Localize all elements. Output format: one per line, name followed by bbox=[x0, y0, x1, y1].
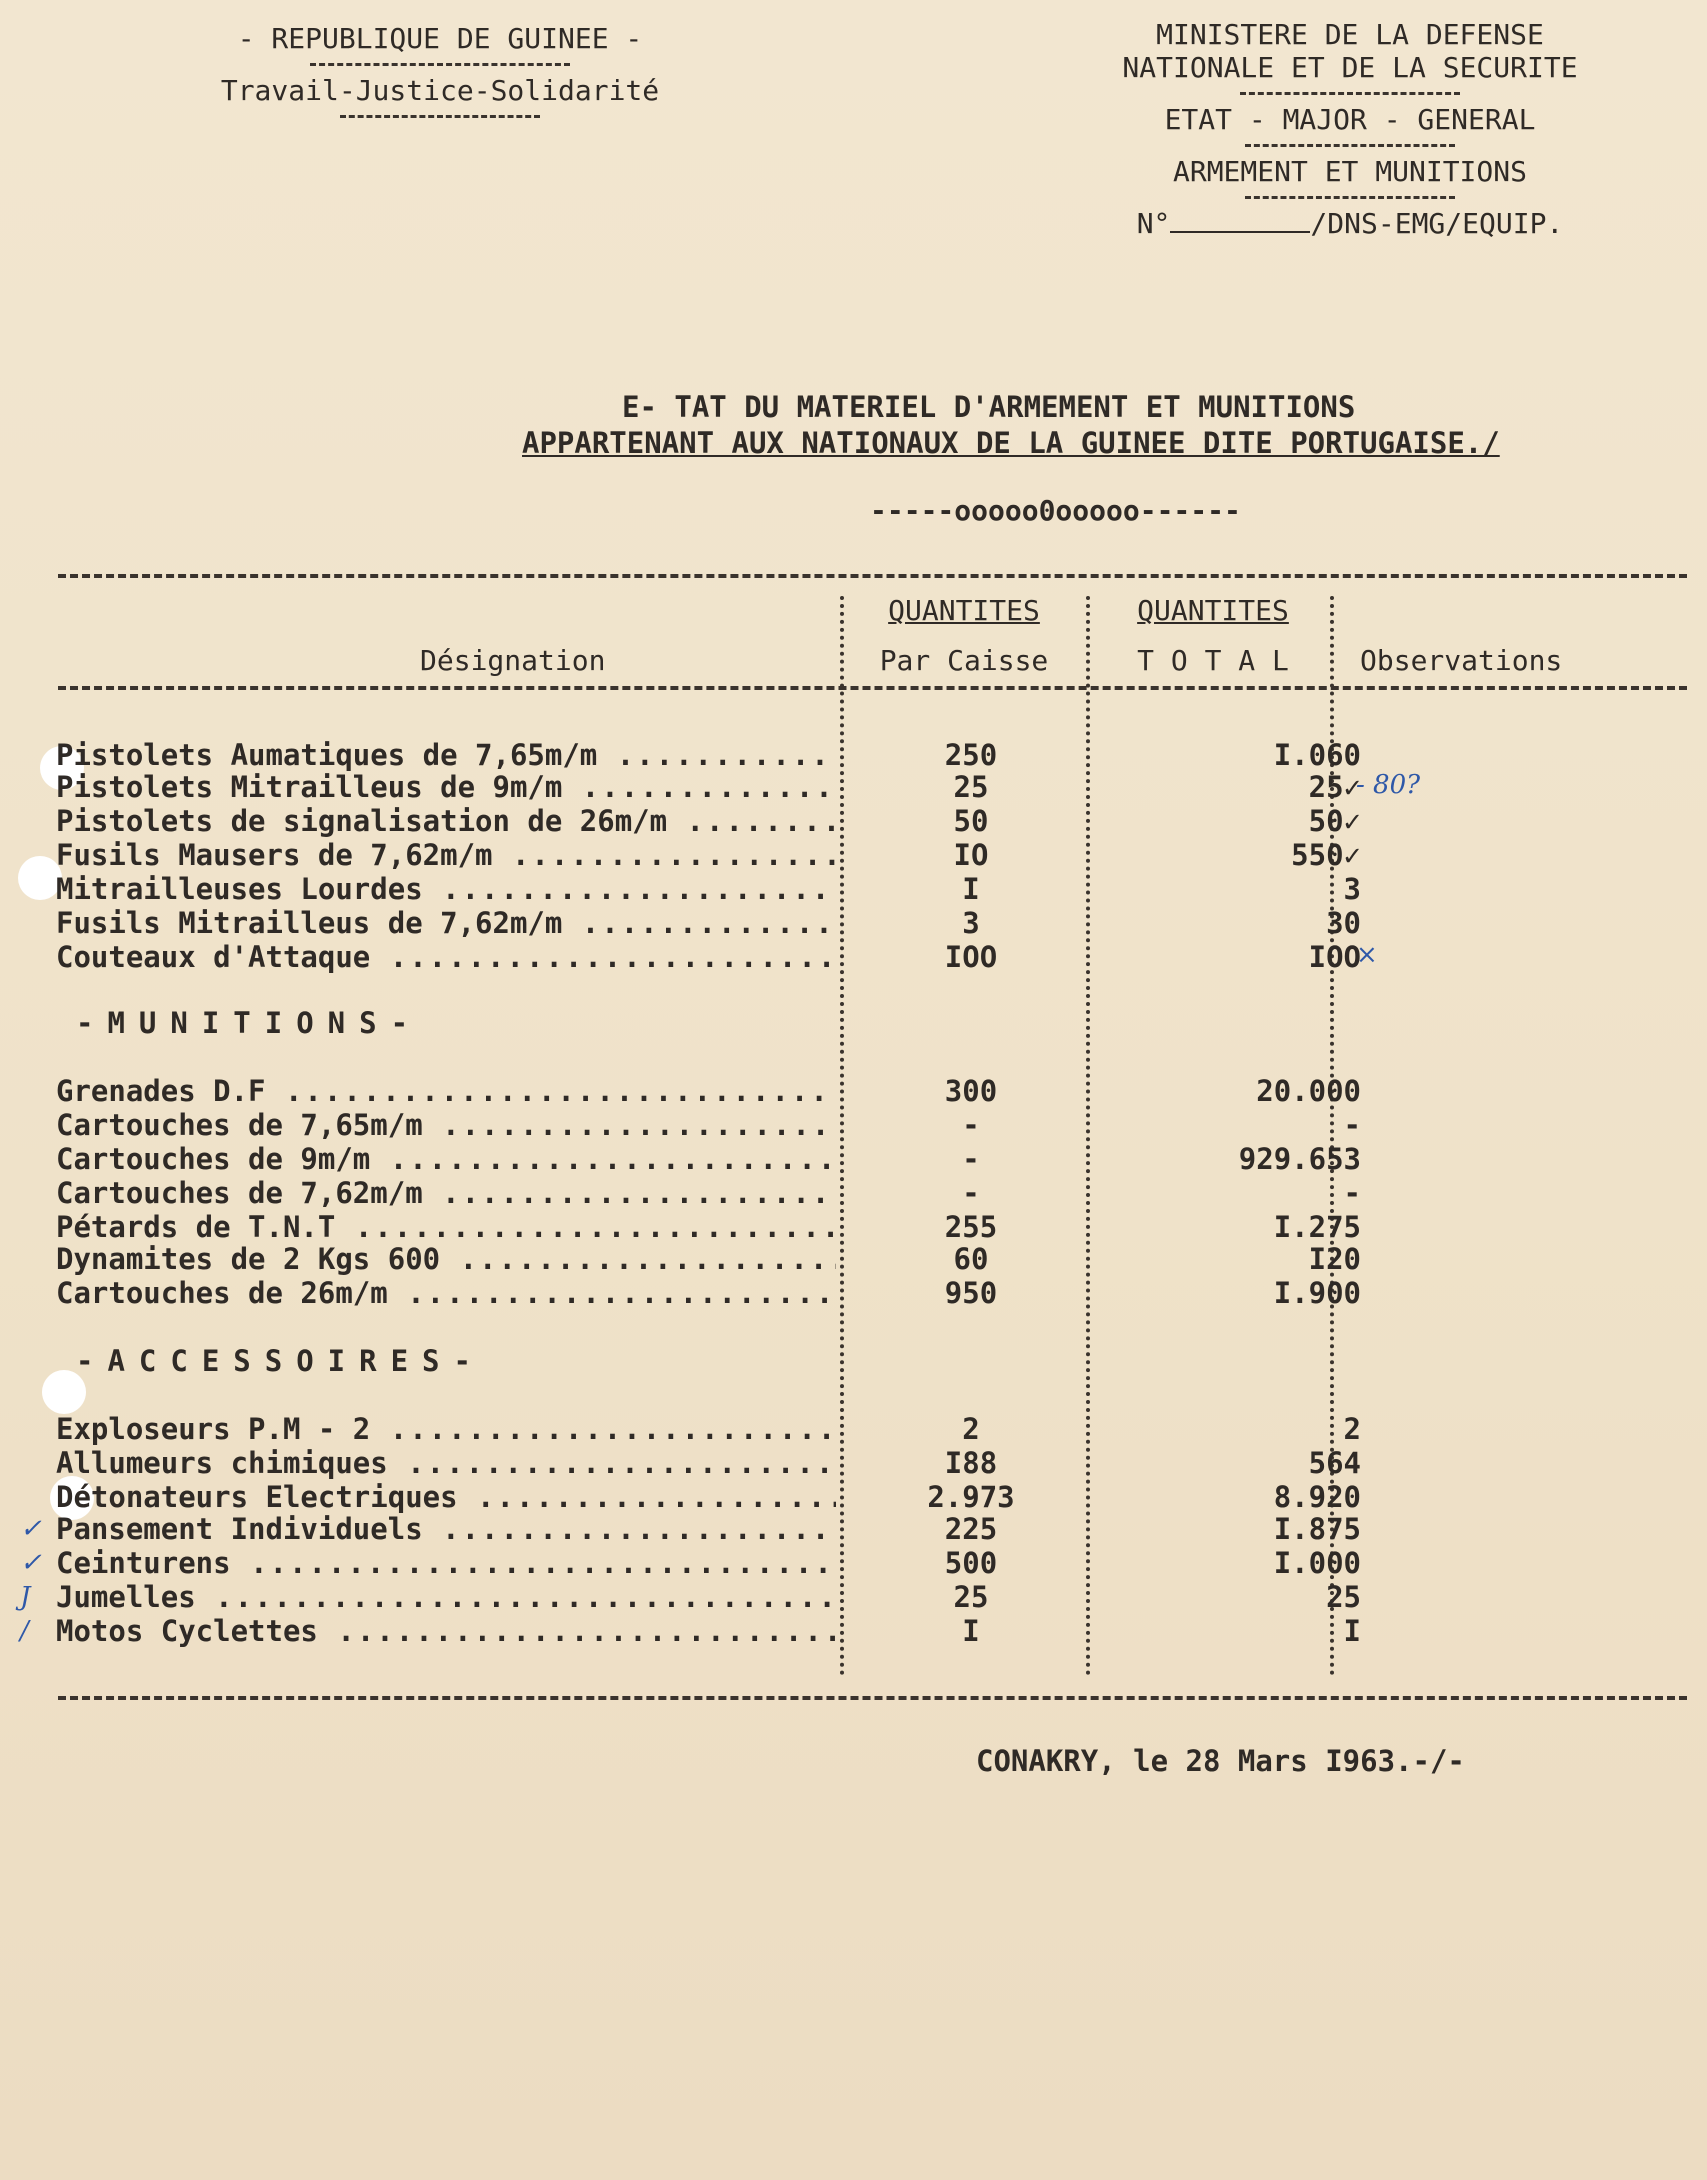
reference-number-label: N° bbox=[1136, 207, 1171, 240]
qty-par-caisse: 300 bbox=[944, 1074, 998, 1108]
qty-par-caisse: - bbox=[962, 1176, 980, 1210]
qty-par-caisse: 225 bbox=[944, 1512, 998, 1546]
designation: Pétards de T.N.T ..... bbox=[56, 1210, 836, 1244]
qty-total: 25 bbox=[1326, 1580, 1361, 1614]
header-designation: Désignation bbox=[420, 644, 606, 677]
designation: Motos Cyclettes ..... bbox=[56, 1614, 836, 1648]
margin-check-mark: ✓ bbox=[20, 1548, 42, 1578]
designation: Couteaux d'Attaque ..... bbox=[56, 940, 836, 974]
designation: Mitrailleuses Lourdes ..... bbox=[56, 872, 836, 906]
table-header-rule bbox=[58, 686, 1687, 690]
divider bbox=[1245, 196, 1455, 199]
qty-par-caisse: - bbox=[962, 1142, 980, 1176]
reference-line bbox=[1070, 207, 1630, 240]
ministry-line2: NATIONALE ET DE LA SECURITE bbox=[1122, 51, 1578, 84]
title-ornament: -----ooooo0ooooo------ bbox=[870, 494, 1241, 527]
designation: Exploseurs P.M - 2 ..... bbox=[56, 1412, 836, 1446]
qty-total: 25✓ bbox=[1308, 770, 1361, 804]
qty-par-caisse: 250 bbox=[944, 738, 998, 772]
reference-code: /DNS-EMG/EQUIP. bbox=[1310, 207, 1564, 240]
margin-check-mark: / bbox=[20, 1616, 29, 1646]
qty-par-caisse: 2.973 bbox=[927, 1480, 1015, 1514]
qty-total: 2 bbox=[1343, 1412, 1361, 1446]
header-par-top: QUANTITES bbox=[888, 594, 1040, 627]
qty-total: 50✓ bbox=[1308, 804, 1361, 838]
header-right bbox=[1070, 18, 1630, 240]
qty-total: 550✓ bbox=[1291, 838, 1361, 872]
designation: Ceinturens ..... bbox=[56, 1546, 836, 1580]
qty-par-caisse: 60 bbox=[953, 1242, 989, 1276]
qty-total: I.875 bbox=[1273, 1512, 1361, 1546]
qty-total: I20 bbox=[1308, 1242, 1361, 1276]
observation: - 80? bbox=[1356, 770, 1421, 800]
title-line1: E- TAT DU MATERIEL D'ARMEMENT ET MUNITIONS bbox=[622, 390, 1356, 424]
qty-par-caisse: I88 bbox=[944, 1446, 998, 1480]
qty-par-caisse: IO bbox=[953, 838, 989, 872]
header-total-bottom: T O T A L bbox=[1137, 644, 1289, 677]
qty-par-caisse: 25 bbox=[953, 770, 989, 804]
qty-par-caisse: 500 bbox=[944, 1546, 998, 1580]
qty-total: I.275 bbox=[1273, 1210, 1361, 1244]
designation: Jumelles ..... bbox=[56, 1580, 836, 1614]
header-observations: Observations bbox=[1360, 644, 1563, 677]
header-left bbox=[160, 22, 720, 126]
divider bbox=[1245, 144, 1455, 147]
qty-par-caisse: IOO bbox=[944, 940, 998, 974]
margin-check-mark: J bbox=[20, 1582, 31, 1612]
column-separator bbox=[840, 596, 844, 1676]
table-bottom-rule bbox=[58, 1696, 1687, 1700]
republic-name: - REPUBLIQUE DE GUINEE - bbox=[237, 22, 643, 55]
designation: Cartouches de 26m/m ..... bbox=[56, 1276, 836, 1310]
place-date: CONAKRY, le 28 Mars I963.-/- bbox=[976, 1744, 1465, 1778]
service-line: ARMEMENT ET MUNITIONS bbox=[1172, 155, 1527, 188]
designation: Grenades D.F ..... bbox=[56, 1074, 836, 1108]
qty-par-caisse: I bbox=[962, 872, 980, 906]
qty-total: I.900 bbox=[1273, 1276, 1361, 1310]
qty-total: I bbox=[1343, 1614, 1361, 1648]
margin-check-mark: ✓ bbox=[20, 1514, 42, 1544]
staff-line: ETAT - MAJOR - GENERAL bbox=[1164, 103, 1536, 136]
qty-total: 3 bbox=[1343, 872, 1361, 906]
title-line2: APPARTENANT AUX NATIONAUX DE LA GUINEE DITE PORTUGAISE./ bbox=[522, 426, 1500, 460]
qty-par-caisse: 50 bbox=[953, 804, 989, 838]
qty-par-caisse: I bbox=[962, 1614, 980, 1648]
observation: × bbox=[1356, 940, 1378, 970]
designation: Détonateurs Electriques ..... bbox=[56, 1480, 836, 1514]
motto: Travail-Justice-Solidarité bbox=[220, 74, 660, 107]
designation: Fusils Mitrailleus de 7,62m/m ..... bbox=[56, 906, 836, 940]
designation: Pistolets Mitrailleus de 9m/m ..... bbox=[56, 770, 836, 804]
divider bbox=[1240, 92, 1460, 95]
qty-total: IOO bbox=[1308, 940, 1361, 974]
designation: Pistolets de signalisation de 26m/m ..... bbox=[56, 804, 836, 838]
qty-total: I.060 bbox=[1273, 738, 1361, 772]
header-total-top: QUANTITES bbox=[1137, 594, 1289, 627]
qty-par-caisse: 2 bbox=[962, 1412, 980, 1446]
designation: Pansement Individuels ..... bbox=[56, 1512, 836, 1546]
qty-par-caisse: 25 bbox=[953, 1580, 989, 1614]
table-top-rule bbox=[58, 574, 1687, 578]
qty-par-caisse: 255 bbox=[944, 1210, 998, 1244]
qty-total: 929.653 bbox=[1238, 1142, 1361, 1176]
qty-total: 564 bbox=[1308, 1446, 1361, 1480]
qty-total: 30 bbox=[1326, 906, 1361, 940]
section-munitions: -MUNITIONS- bbox=[76, 1006, 423, 1040]
designation: Pistolets Aumatiques de 7,65m/m ..... bbox=[56, 738, 836, 772]
qty-par-caisse: 3 bbox=[962, 906, 980, 940]
qty-total: 20.000 bbox=[1256, 1074, 1361, 1108]
designation: Cartouches de 7,62m/m ..... bbox=[56, 1176, 836, 1210]
divider bbox=[340, 115, 540, 118]
qty-total: - bbox=[1343, 1176, 1361, 1210]
header-par-bottom: Par Caisse bbox=[879, 644, 1049, 677]
column-separator bbox=[1086, 596, 1090, 1676]
designation: Dynamites de 2 Kgs 600 ..... bbox=[56, 1242, 836, 1276]
qty-par-caisse: - bbox=[962, 1108, 980, 1142]
designation: Allumeurs chimiques ..... bbox=[56, 1446, 836, 1480]
designation: Cartouches de 7,65m/m ..... bbox=[56, 1108, 836, 1142]
designation: Fusils Mausers de 7,62m/m ..... bbox=[56, 838, 836, 872]
qty-total: - bbox=[1343, 1108, 1361, 1142]
qty-total: I.000 bbox=[1273, 1546, 1361, 1580]
section-accessoires: -ACCESSOIRES- bbox=[76, 1344, 485, 1378]
divider bbox=[310, 63, 570, 66]
ministry-line1: MINISTERE DE LA DEFENSE bbox=[1156, 18, 1544, 51]
qty-total: 8.920 bbox=[1273, 1480, 1361, 1514]
qty-par-caisse: 950 bbox=[944, 1276, 998, 1310]
designation: Cartouches de 9m/m ..... bbox=[56, 1142, 836, 1176]
